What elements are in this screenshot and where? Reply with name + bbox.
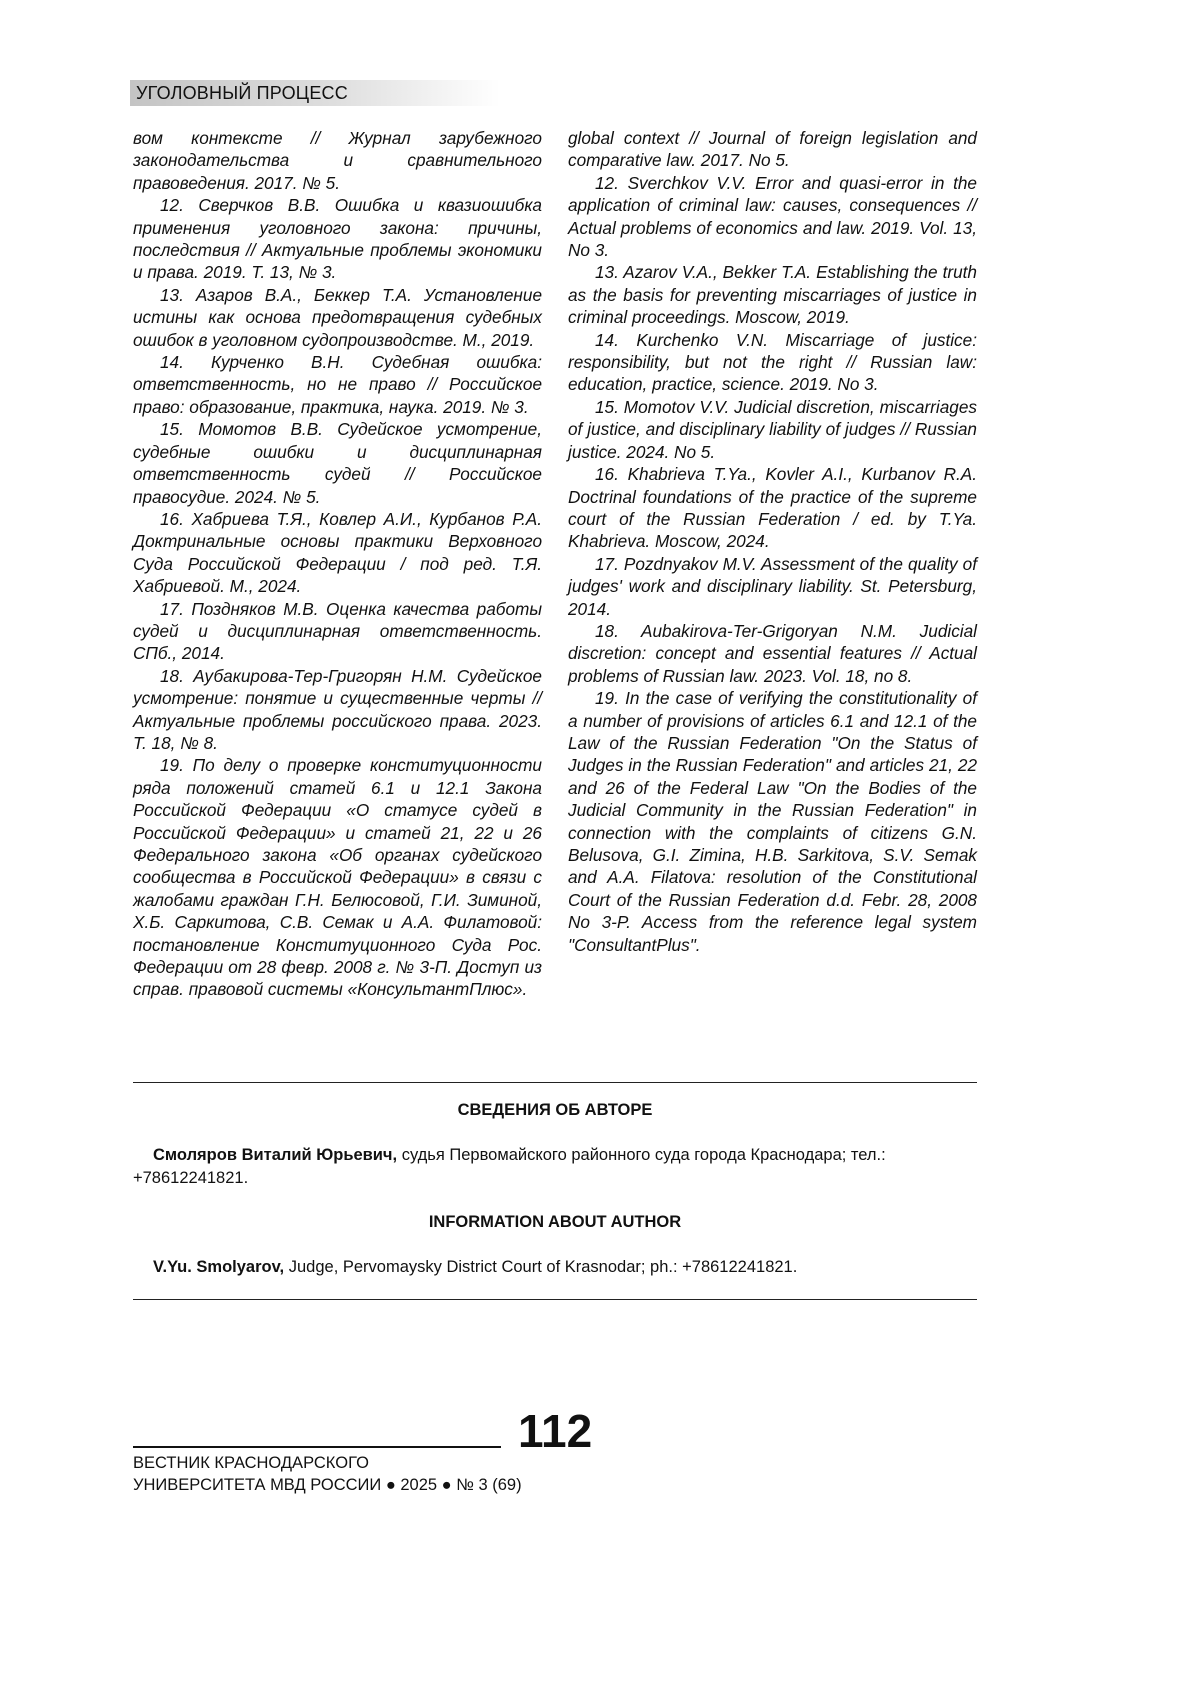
author-heading-ru: СВЕДЕНИЯ ОБ АВТОРЕ (457, 1101, 653, 1119)
reference-item: 19. In the case of verifying the constitutionality of a number of provisions of articles 6.1 and 12.1 of the Law of the Russian Federation "On the Status of Judges in the Russian Federation" and articles 21, 22 and 26 of the Federal Law "On the Bodies of the Judicial Community in the Russian Federation" in connection with the complaints of citizens G.N. Belusova, G.I. Zimina, H.B. Sarkitova, S.V. Semak and A.A. Filatova: resolution of the Constitutional Court of the Russian Federation d.d. Febr. 28, 2008 No 3-P. Access from the reference legal system "ConsultantPlus". (568, 688, 977, 955)
references-en (568, 127, 977, 956)
author-name: V.Yu. Smolyarov, (153, 1258, 285, 1276)
page-number: 112 (518, 1405, 593, 1457)
reference-item: 18. Aubakirova-Ter-Grigoryan N.M. Judicial discretion: concept and essential features // Actual problems of Russian law. 2023. Vol. 18, no 8. (568, 620, 977, 686)
reference-item: 15. Момотов В.В. Судейское усмотрение, судебные ошибки и дисциплинарная ответственность судей // Российское правосудие. 2024. № 5. (133, 419, 542, 507)
footer-rule (133, 1446, 501, 1448)
reference-item: 12. Сверчков В.В. Ошибка и квазиошибка применения уголовного закона: причины, последствия // Актуальные проблемы экономики и права. 2019. Т. 13, № 3. (133, 195, 542, 283)
journal-line-2: УНИВЕРСИТЕТА МВД РОССИИ ● 2025 ● № 3 (69) (133, 1476, 522, 1494)
reference-item: 14. Курченко В.Н. Судебная ошибка: ответственность, но не право // Российское право: образование, практика, наука. 2019. № 3. (133, 352, 542, 417)
reference-item: 16. Khabrieva T.Ya., Kovler A.I., Kurbanov R.A. Doctrinal foundations of the practice of the supreme court of the Russian Federation / ed. by T.Ya. Khabrieva. Moscow, 2024. (568, 464, 977, 552)
reference-item: 18. Аубакирова-Тер-Григорян Н.М. Судейское усмотрение: понятие и существенные черты // Актуальные проблемы российского права. 2023. Т. 18, № 8. (133, 665, 542, 753)
reference-item: 17. Pozdnyakov M.V. Assessment of the quality of judges' work and disciplinary liability. St. Petersburg, 2014. (568, 553, 977, 619)
divider (133, 1082, 977, 1083)
reference-item: 15. Momotov V.V. Judicial discretion, miscarriages of justice, and disciplinary liability of judges // Russian justice. 2024. No 5. (568, 396, 977, 462)
reference-item: 14. Kurchenko V.N. Miscarriage of justice: responsibility, but not the right // Russian law: education, practice, science. 2019. No 3. (568, 329, 977, 395)
reference-item: 13. Azarov V.A., Bekker T.A. Establishing the truth as the basis for preventing miscarriages of justice in criminal proceedings. Moscow, 2019. (568, 262, 977, 328)
author-info-en (133, 1256, 977, 1279)
references-ru (133, 127, 542, 1001)
author-name: Смоляров Виталий Юрьевич, (153, 1146, 398, 1164)
author-details: Judge, Pervomaysky District Court of Krasnodar; ph.: +78612241821. (284, 1258, 798, 1276)
reference-item: global context // Journal of foreign legislation and comparative law. 2017. No 5. (568, 128, 977, 171)
reference-item: 12. Sverchkov V.V. Error and quasi-error in the application of criminal law: causes, consequences // Actual problems of economics and law. 2019. Vol. 13, No 3. (568, 172, 977, 261)
author-heading-en: INFORMATION ABOUT AUTHOR (428, 1213, 682, 1231)
section-title: УГОЛОВНЫЙ ПРОЦЕСС (136, 83, 348, 103)
reference-item: 16. Хабриева Т.Я., Ковлер А.И., Курбанов Р.А. Доктринальные основы практики Верховного Суда Российской Федерации / под ред. Т.Я. Хабриевой. М., 2024. (133, 508, 542, 597)
section-header (130, 80, 500, 106)
reference-item: вом контексте // Журнал зарубежного законодательства и сравнительного правоведения. 2017. № 5. (133, 128, 542, 193)
journal-line-1: ВЕСТНИК КРАСНОДАРСКОГО (133, 1454, 369, 1472)
author-details: судья Первомайского районного суда города Краснодара; тел.: +78612241821. (133, 1146, 886, 1187)
reference-item: 19. По делу о проверке конституционности ряда положений статей 6.1 и 12.1 Закона Российской Федерации «О статусе судей в Российской Федерации» и статей 21, 22 и 26 Федерального закона «Об органах судейского сообщества в Российской Федерации» в связи с жалобами граждан Г.Н. Белюсовой, Г.И. Зиминой, Х.Б. Саркитова, С.В. Семак и А.А. Филатовой: постановление Конституционного Суда Рос. Федерации от 28 февр. 2008 г. № 3-П. Доступ из справ. правовой системы «КонсультантПлюс». (133, 755, 542, 1000)
divider (133, 1299, 977, 1300)
author-info-ru (133, 1144, 977, 1190)
journal-name (133, 1452, 522, 1496)
reference-item: 17. Поздняков М.В. Оценка качества работы судей и дисциплинарная ответственность. СПб., 2014. (133, 598, 542, 664)
reference-item: 13. Азаров В.А., Беккер Т.А. Установление истины как основа предотвращения судебных ошибок в уголовном судопроизводстве. М., 2019. (133, 284, 542, 350)
